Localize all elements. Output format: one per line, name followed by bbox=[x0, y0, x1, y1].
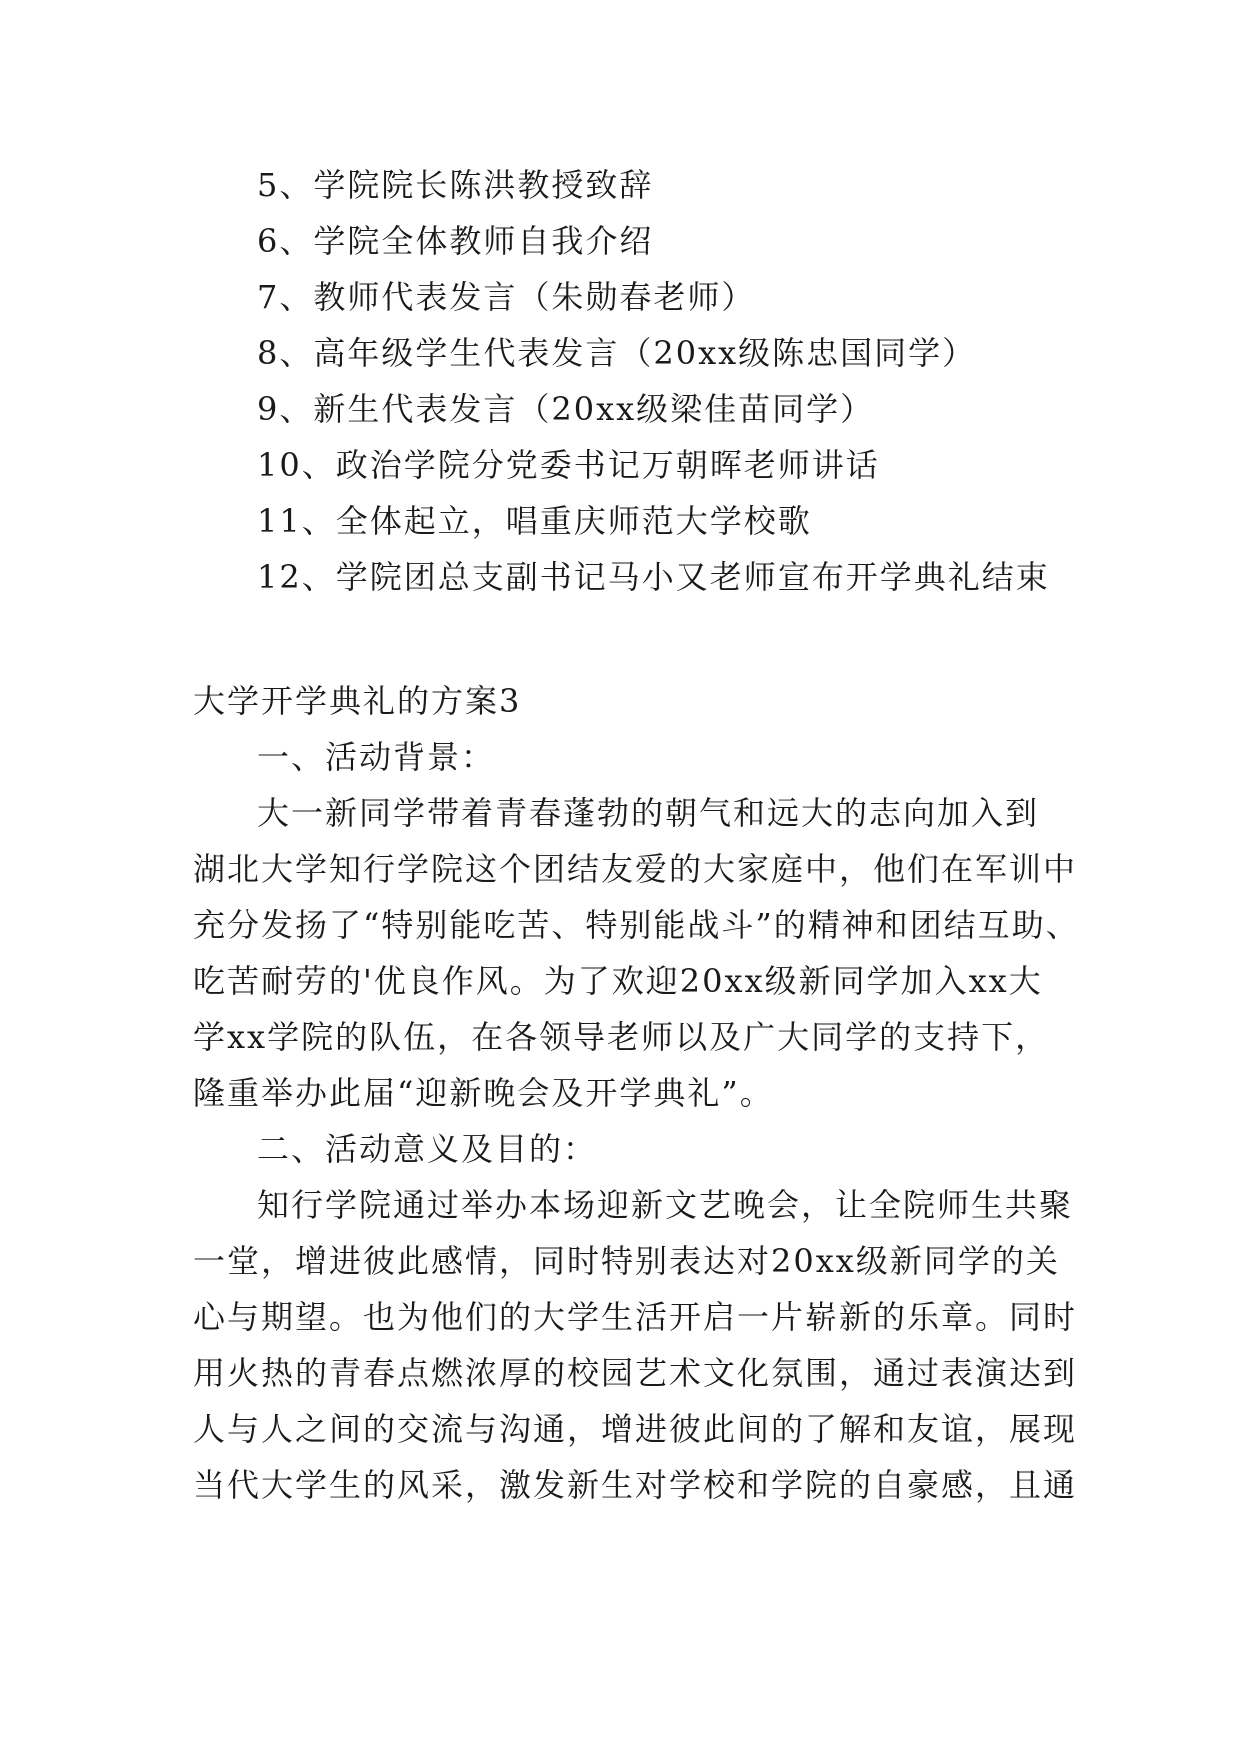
paragraph-line: 湖北大学知行学院这个团结友爱的大家庭中，他们在军训中 bbox=[193, 850, 1078, 888]
paragraph-line: 吃苦耐劳的'优良作风。为了欢迎20xx级新同学加入xx大 bbox=[193, 962, 1043, 1000]
paragraph-line: 知行学院通过举办本场迎新文艺晚会，让全院师生共聚 bbox=[257, 1186, 1074, 1224]
paragraph-line: 隆重举办此届“迎新晚会及开学典礼”。 bbox=[193, 1074, 774, 1112]
paragraph-line: 一堂，增进彼此感情，同时特别表达对20xx级新同学的关 bbox=[193, 1242, 1060, 1280]
section-heading: 一、活动背景： bbox=[257, 738, 496, 776]
program-item: 6、学院全体教师自我介绍 bbox=[257, 222, 654, 260]
program-item: 5、学院院长陈洪教授致辞 bbox=[257, 166, 654, 204]
paragraph-line: 人与人之间的交流与沟通，增进彼此间的了解和友谊，展现 bbox=[193, 1410, 1078, 1448]
program-item: 10、政治学院分党委书记万朝晖老师讲话 bbox=[257, 446, 880, 484]
paragraph-line: 用火热的青春点燃浓厚的校园艺术文化氛围，通过表演达到 bbox=[193, 1354, 1078, 1392]
program-item: 11、全体起立，唱重庆师范大学校歌 bbox=[257, 502, 812, 540]
section-heading: 二、活动意义及目的： bbox=[257, 1130, 598, 1168]
program-item: 9、新生代表发言（20xx级梁佳苗同学） bbox=[257, 390, 875, 428]
paragraph-line: 充分发扬了“特别能吃苦、特别能战斗”的精神和团结互助、 bbox=[193, 906, 1080, 944]
program-item: 12、学院团总支副书记马小又老师宣布开学典礼结束 bbox=[257, 558, 1050, 596]
paragraph-line: 心与期望。也为他们的大学生活开启一片崭新的乐章。同时 bbox=[193, 1298, 1078, 1336]
section-title: 大学开学典礼的方案3 bbox=[193, 682, 522, 720]
program-item: 8、高年级学生代表发言（20xx级陈忠国同学） bbox=[257, 334, 977, 372]
paragraph-line: 当代大学生的风采，激发新生对学校和学院的自豪感，且通 bbox=[193, 1466, 1078, 1504]
program-item: 7、教师代表发言（朱勋春老师） bbox=[257, 278, 756, 316]
paragraph-line: 大一新同学带着青春蓬勃的朝气和远大的志向加入到 bbox=[257, 794, 1040, 832]
paragraph-line: 学xx学院的队伍，在各领导老师以及广大同学的支持下， bbox=[193, 1018, 1050, 1056]
